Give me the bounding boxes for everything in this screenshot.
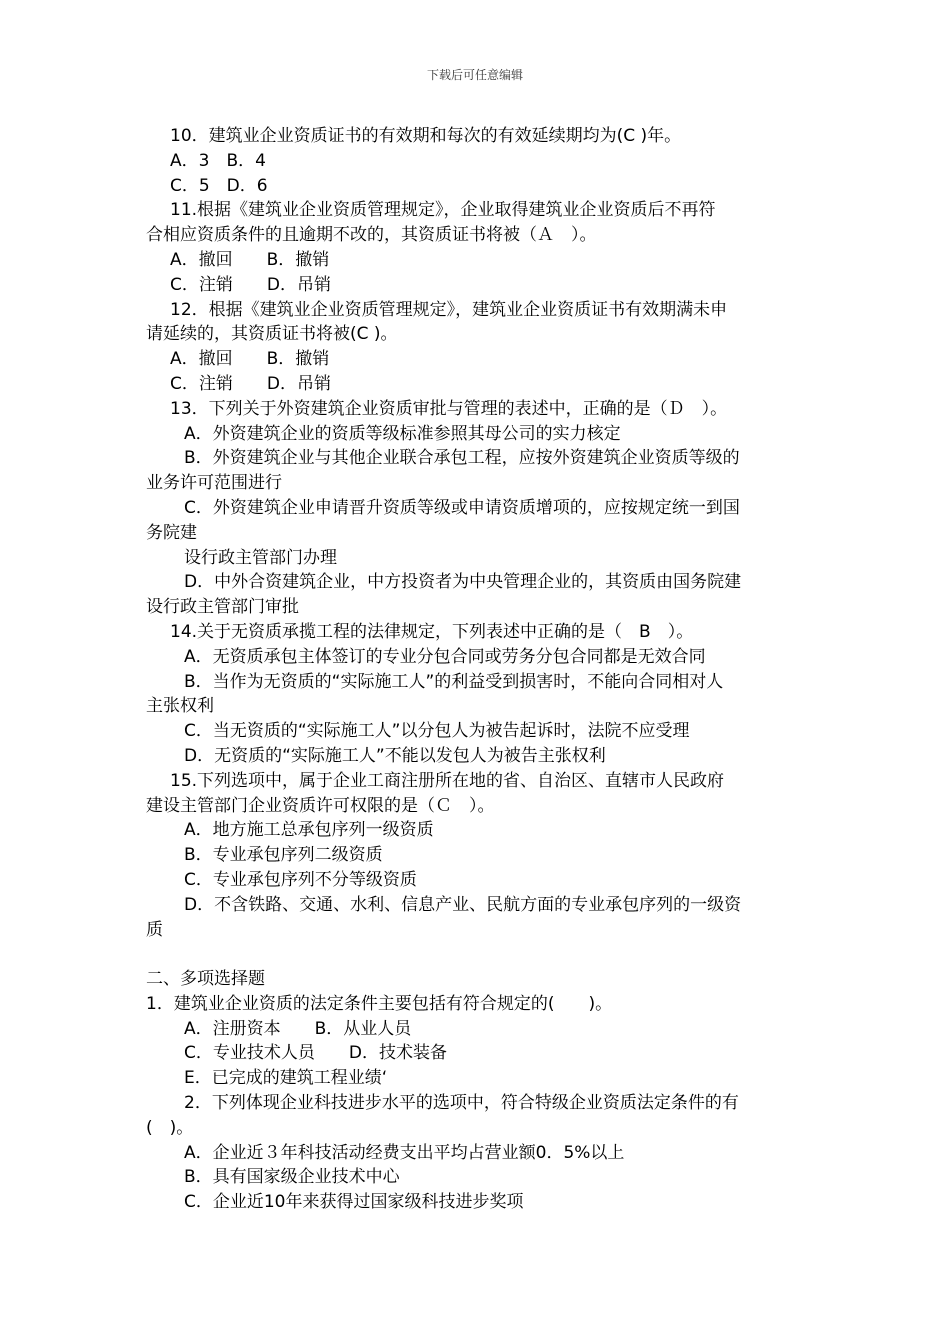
mc-question-1-options-ab: A．注册资本 B．从业人员 xyxy=(184,1018,412,1039)
mc-question-2-text: 2．下列体现企业科技进步水平的选项中，符合特级企业资质法定条件的有 xyxy=(184,1093,739,1114)
mc-question-1-text: 1．建筑业企业资质的法定条件主要包括有符合规定的( )。 xyxy=(146,993,613,1014)
question-15-text: 15.下列选项中，属于企业工商注册所在地的省、自治区、直辖市人民政府 xyxy=(170,770,725,791)
question-15-option-c: C．专业承包序列不分等级资质 xyxy=(184,869,417,890)
question-15-option-d-cont: 质 xyxy=(146,919,163,940)
mc-question-1-option-e: E．已完成的建筑工程业绩‘ xyxy=(184,1068,388,1089)
question-14-option-b-cont: 主张权利 xyxy=(146,696,214,717)
mc-question-2-text-cont: ( )。 xyxy=(146,1117,194,1138)
question-12-options-ab: A．撤回 B．撤销 xyxy=(170,349,330,370)
mc-question-2-option-b: B．具有国家级企业技术中心 xyxy=(184,1167,400,1188)
question-14-option-c: C．当无资质的“实际施工人”以分包人为被告起诉时，法院不应受理 xyxy=(184,721,690,742)
question-10-options-cd: C．5 D．6 xyxy=(170,175,268,196)
question-13-option-a: A．外资建筑企业的资质等级标准参照其母公司的实力核定 xyxy=(184,423,621,444)
question-14-option-b: B．当作为无资质的“实际施工人”的利益受到损害时，不能向合同相对人 xyxy=(184,671,724,692)
question-14-option-d: D．无资质的“实际施工人”不能以发包人为被告主张权利 xyxy=(184,745,606,766)
question-15-option-a: A．地方施工总承包序列一级资质 xyxy=(184,820,434,841)
question-15-option-d: D．不含铁路、交通、水利、信息产业、民航方面的专业承包序列的一级资 xyxy=(184,894,742,915)
mc-question-1-options-cd: C．专业技术人员 D．技术装备 xyxy=(184,1043,447,1064)
question-11-text-cont: 合相应资质条件的且逾期不改的，其资质证书将被（Ａ ）。 xyxy=(146,225,597,246)
question-13-option-c-cont: 务院建 xyxy=(146,522,197,543)
question-11-options-cd: C．注销 D．吊销 xyxy=(170,274,331,295)
question-13-option-d-cont: 设行政主管部门审批 xyxy=(146,597,299,618)
question-13-option-c: C．外资建筑企业申请晋升资质等级或申请资质增项的，应按规定统一到国 xyxy=(184,497,740,518)
question-15-text-cont: 建设主管部门企业资质许可权限的是（Ｃ ）。 xyxy=(146,795,495,816)
question-11-options-ab: A．撤回 B．撤销 xyxy=(170,249,330,270)
question-12-text-cont: 请延续的，其资质证书将被(C )。 xyxy=(146,324,398,345)
mc-question-2-option-c: C．企业近10年来获得过国家级科技进步奖项 xyxy=(184,1192,524,1213)
question-15-option-b: B．专业承包序列二级资质 xyxy=(184,845,383,866)
question-10-options-ab: A．3 B．4 xyxy=(170,150,266,171)
document-body xyxy=(146,124,810,1215)
question-14-option-a: A．无资质承包主体签订的专业分包合同或劳务分包合同都是无效合同 xyxy=(184,646,706,667)
question-13-option-d: D．中外合资建筑企业，中方投资者为中央管理企业的，其资质由国务院建 xyxy=(184,572,742,593)
mc-question-2-option-a: A．企业近３年科技活动经费支出平均占营业额0．5%以上 xyxy=(184,1142,625,1163)
question-12-options-cd: C．注销 D．吊销 xyxy=(170,373,331,394)
blank-line xyxy=(146,942,810,967)
question-13-text: 13．下列关于外资建筑企业资质审批与管理的表述中，正确的是（Ｄ ）。 xyxy=(170,398,728,419)
question-12-text: 12．根据《建筑业企业资质管理规定》，建筑业企业资质证书有效期满未申 xyxy=(170,299,728,320)
question-14-text: 14.关于无资质承揽工程的法律规定，下列表述中正确的是（ B ）。 xyxy=(170,621,694,642)
question-13-option-b: B．外资建筑企业与其他企业联合承包工程，应按外资建筑企业资质等级的 xyxy=(184,448,740,469)
section-heading: 二、多项选择题 xyxy=(146,969,265,990)
question-11-text: 11.根据《建筑业企业资质管理规定》，企业取得建筑业企业资质后不再符 xyxy=(170,200,716,221)
question-13-option-b-cont: 业务许可范围进行 xyxy=(146,473,282,494)
question-10-text: 10．建筑业企业资质证书的有效期和每次的有效延续期均为(C )年。 xyxy=(170,126,682,146)
page-header: 下载后可任意编辑 xyxy=(426,68,523,82)
question-13-option-c-cont2: 设行政主管部门办理 xyxy=(184,547,337,568)
